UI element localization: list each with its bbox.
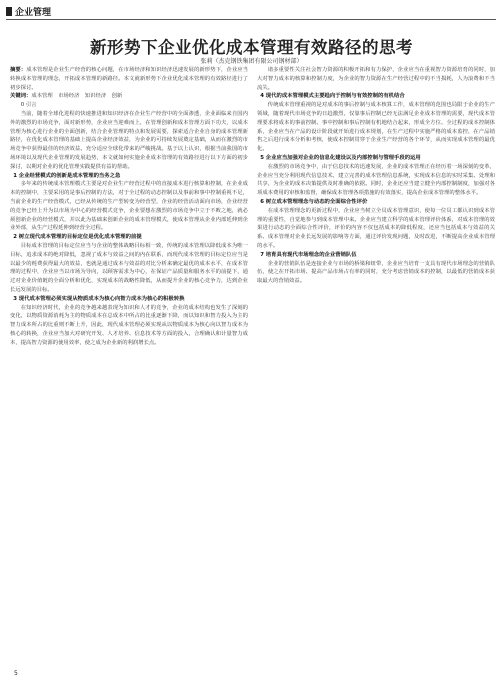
section-heading: 7 培育具有现代市场理念的企业营销队伍 <box>260 251 357 258</box>
abstract-text: 成本管理是企业生产经营的核心问题，在市场经济和知识经济迅速发展的新形势下，企业应当转换成本管理的理念，开拓成本管理的新路径。本文就新形势下企业优化成本管理的有效路径进行了初步探讨。 <box>10 67 248 91</box>
page-number: 5 <box>14 670 18 677</box>
body-paragraph: 目标成本管理的目标定位应当与企业的整体战略目标相一致，传统的成本管理以降低成本为唯一目标，追求成本的绝对降低，忽视了成本与效益之间的内在联系，而现代成本管理的目标定位应当是以最少的耗费获得最大的效益，也就是通过成本与效益的对比分析来确定最优的成本水平，在成本管理的过程中，企业应当以市场为导向，以顾客需求为中心，在保证产品质量和服务水平的前提下，通过对企业价值链的全面分析和优化，实现成本的战略性降低，从而提升企业的核心竞争力，达到企业长远发展的目标。 <box>10 242 248 293</box>
keywords-text: 成本管理 市场经济 知识经济 创新 <box>31 93 123 100</box>
article-title: 新形势下企业优化成本管理有效路径的思考 <box>90 38 413 57</box>
abstract <box>10 66 248 92</box>
body-paragraph: 当前，随着全球化进程的快速推进和知识经济在企业生产经营中的全面渗透，企业面临来自国内外的激烈的市场竞争，面对新形势，企业应当迎难而上，在管理创新和成本管理方面下功夫，以成本管理为核心进行企业的全面创新，结合企业管理的特点和发展需要，探索适合企业自身的成本管理新路径，在优化成本管理的基础上提高企业经济效益，为企业的可持续发展奠定基础，从而在激烈的市场竞争中获得最佳的经济效益。充分适应全球化带来的严峻挑战。基于以上认识，根据当前我国的市场环境以及现代企业管理的发展趋势，本文就如何实施企业成本管理的有效路径进行以下方面的初步探讨，以期对企业的优化管理实践提供有益的帮助。 <box>10 110 248 170</box>
left-column-body <box>10 101 248 347</box>
section-heading: 2 树立现代成本管理的目标定位是优化成本管理的前提 <box>13 234 142 241</box>
keywords <box>10 92 248 101</box>
right-column <box>257 66 495 668</box>
header-marker-icon <box>6 7 12 16</box>
body-paragraph: 企业的营销队伍是连接企业与市场的桥梁和纽带，企业应当培育一支具有现代市场理念的营销队伍，使之在开拓市场、提高产品市场占有率的同时，充分考虑营销成本的控制，以最低的营销成本获取最大的营销效益。 <box>257 260 495 285</box>
article-author: 张莉（杰克钢铁集团有限公司钢材部） <box>200 58 303 65</box>
body-paragraph: 在知识经济时代，企业的竞争越来越表现为知识和人才的竞争，企业的成本结构也发生了深刻的变化，以物质资源消耗为主的物质成本在总成本中所占的比重逐渐下降，而以知识和智力投入为主的智力成本所占的比重则不断上升，因此，现代成本管理必须实现从以物质成本为核心向以智力成本为核心的转换，企业应当加大对研究开发、人才培养、信息技术等方面的投入，合理确认和计量智力成本，提高智力资源的使用效率，使之成为企业新的利润增长点。 <box>10 304 248 346</box>
keywords-label: 关键词： <box>10 93 32 100</box>
section-heading: 4 现代的成本管理模式主要趋向于控制与有效控制的有机结合 <box>260 93 405 100</box>
left-column <box>10 66 248 642</box>
body-paragraph: 诸多重要性关注社会智力资源的积极开拓和有力保护，企业应当在重视智力资源培育的同时，加大对智力成本的核算和控制力度，为企业的智力资源在生产经营过程中的不当损耗，人为浪费和不当流失。 <box>257 67 495 91</box>
section-label: 企业管理 <box>15 8 52 18</box>
body-paragraph: 传统成本管理重视的是对成本的事后控制与成本核算工作，成本管理的范围也局限于企业的生产领域，随着现代市场竞争的日趋激烈，仅靠事后控制已经无法满足企业成本管理的需要，现代成本管理要求将成本的事前控制、事中控制和事后控制有机地结合起来，形成全方位、全过程的成本控制体系，企业应当在产品的设计阶段就开始进行成本规划，在生产过程中实施严格的成本监控，在产品销售之后进行成本分析和考核，使成本控制贯穿于企业生产经营的各个环节，从而实现成本管理的最优化。 <box>257 102 495 153</box>
section-header <box>6 6 66 18</box>
section-heading: 6 树立成本管理理念与动态的全面综合性评价 <box>260 198 368 205</box>
section-heading: 1 企业经营模式的创新是成本管理的当务之急 <box>13 172 121 179</box>
body-paragraph: 在成本管理理念的更新过程中，企业应当树立全员成本管理意识，使每一位员工都认识到成本管理的重要性，自觉地参与到成本管理中来。企业应当建立科学的成本管理评价体系，对成本管理的效果进行动态的全面综合性评价，评价的内容不仅包括成本的降低程度，还应当包括成本与效益的关系、成本管理对企业长远发展的影响等方面，通过评价发现问题，及时改进，不断提高企业成本管理的水平。 <box>257 207 495 249</box>
section-heading: 3 现代成本管理必须实现从物质成本为核心向智力成本为核心的积极转换 <box>13 295 185 302</box>
abstract-label: 摘要： <box>10 67 27 73</box>
section-heading: 5 企业应当加强对企业的信息化建设以及内部控制与管理手段的运用 <box>260 154 421 161</box>
body-paragraph: 多年来的传统成本管理模式主要是对企业生产经营过程中的直接成本进行核算和控制，在企业成本的控制中，主要采用的是事后控制的方法，对于全过程的动态控制以及事前和事中控制重视不足，当前企业的生产经营模式，已经从传统的生产型转变为经营型，企业的经营活动面向市场，企业经营的竞争已经上升为以市场为中心的经营模式竞争，企业要想在激烈的市场竞争中立于不败之地，就必须创新企业的经营模式，并以此为基础来创新企业的成本管理模式，使成本管理从企业内部延伸到企业外部，从生产过程延伸到经营全过程。 <box>10 181 248 232</box>
header-rule <box>6 19 496 20</box>
body-paragraph: 在激烈的市场竞争中，由于信息技术的迅速发展，企业的成本管理正在经历着一场深刻的变革，企业应当充分利用现代信息技术，建立完善的成本管理信息系统，实现成本信息的实时采集、处理和共享，为企业的成本决策提供及时准确的依据。同时，企业还应当建立健全内部控制制度，加强对各项成本费用的审核和监督，确保成本管理各项措施的有效落实，提高企业成本管理的整体水平。 <box>257 163 495 197</box>
body-paragraph: 0 引言 <box>20 102 37 109</box>
